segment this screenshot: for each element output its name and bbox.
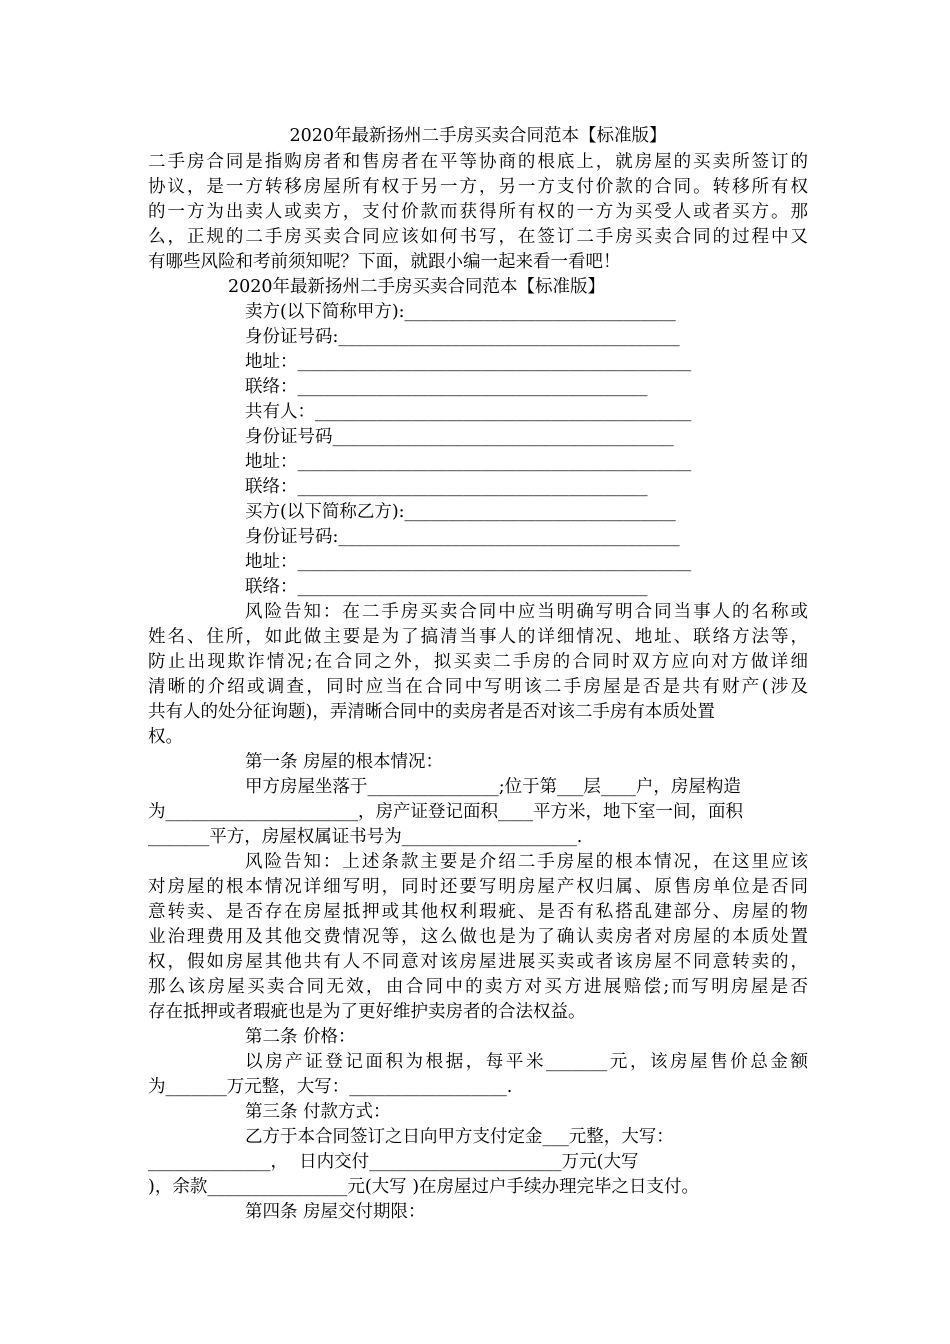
risk-notice-1-line: 清晰的介绍或调查，同时应当在合同中写明该二手房屋是否是共有财产(涉及 [148, 677, 808, 697]
buyer-contact-field: 联络：________________________________________ [245, 577, 648, 597]
risk-notice-2-line: 对房屋的根本情况详细写明，同时还要写明房屋产权归属、原售房单位是否同 [148, 877, 808, 897]
seller-id-field: 身份证号码:_______________________________________ [245, 327, 680, 347]
risk-notice-2-line: 那么该房屋买卖合同无效，由合同中的卖方对买方进展赔偿;而写明房屋是否 [148, 977, 808, 997]
article-1-line: 甲方房屋坐落于_______________;位于第___层____户，房屋构造 [245, 777, 741, 797]
intro-line: 二手房合同是指购房者和售房者在平等协商的根底上，就房屋的买卖所签订的 [148, 152, 808, 172]
risk-notice-1-line: 姓名、住所，如此做主要是为了搞清当事人的详细情况、地址、联络方法等， [148, 627, 808, 647]
seller-address-field: 地址：_____________________________________________ [245, 352, 692, 372]
article-3-line: 乙方于本合同签订之日向甲方支付定金___元整，大写： [245, 1127, 674, 1147]
article-1-line: _______平方，房屋权属证书号为____________________. [148, 827, 583, 847]
article-3-line: )，余款________________元(大写 )在房屋过户手续办理完毕之日支付。 [148, 1177, 700, 1197]
co-owner-id-field: 身份证号码_______________________________________ [245, 427, 674, 447]
risk-notice-2-line: 存在抵押或者瑕疵也是为了更好维护卖房者的合法权益。 [148, 1002, 586, 1022]
co-owner-contact-field: 联络：________________________________________ [245, 477, 648, 497]
risk-notice-2-line: 业治理费用及其他交费情况等，这么做也是为了确认卖房者对房屋的本质处置 [148, 927, 808, 947]
intro-line: 协议，是一方转移房屋所有权于另一方，另一方支付价款的合同。转移所有权 [148, 177, 808, 197]
intro-line: 么，正规的二手房买卖合同应该如何书写，在签订二手房买卖合同的过程中又 [148, 227, 808, 247]
risk-notice-1-line: 共有人的处分征询题)，弄清晰合同中的卖房者是否对该二手房有本质处置 [148, 702, 715, 722]
article-4-heading: 第四条 房屋交付期限： [245, 1202, 426, 1222]
article-1-heading: 第一条 房屋的根本情况： [245, 752, 444, 772]
contract-subtitle: 2020年最新扬州二手房买卖合同范本【标准版】 [228, 277, 606, 297]
risk-notice-1-line: 风险告知：在二手房买卖合同中应当明确写明合同当事人的名称或 [245, 602, 808, 622]
buyer-name-field: 买方(以下简称乙方):_______________________________ [245, 502, 676, 522]
seller-name-field: 卖方(以下简称甲方):_______________________________ [245, 302, 676, 322]
document-title: 2020年最新扬州二手房买卖合同范本【标准版】 [289, 126, 667, 146]
risk-notice-2-line: 权，假如房屋其他共有人不同意对该房屋进展买卖或者该房屋不同意转卖的， [148, 952, 808, 972]
article-2-line: 以房产证登记面积为根据，每平米_______元，该房屋售价总金额 [245, 1052, 808, 1072]
intro-line: 有哪些风险和考前须知呢？下面，就跟小编一起来看一看吧！ [148, 252, 621, 272]
article-3-heading: 第三条 付款方式： [245, 1102, 391, 1122]
risk-notice-2-line: 风险告知：上述条款主要是介绍二手房屋的根本情况，在这里应该 [245, 852, 808, 872]
article-1-line: 为______________________，房产证登记面积____平方米，地下室一间，面积 [148, 802, 743, 822]
seller-contact-field: 联络：________________________________________ [245, 377, 648, 397]
risk-notice-2-line: 意转卖、是否存在房屋抵押或其他权利瑕疵、是否有私搭乱建部分、房屋的物 [148, 902, 808, 922]
article-2-line: 为_______万元整，大写：__________________. [148, 1077, 513, 1097]
buyer-id-field: 身份证号码:_______________________________________ [245, 527, 680, 547]
co-owner-address-field: 地址：_____________________________________________ [245, 452, 692, 472]
article-2-heading: 第二条 价格： [245, 1027, 356, 1047]
buyer-address-field: 地址：_____________________________________________ [245, 552, 692, 572]
risk-notice-1-line: 防止出现欺诈情况;在合同之外，拟买卖二手房的合同时双方应向对方做详细 [148, 652, 808, 672]
risk-notice-1-line: 权。 [148, 727, 183, 747]
co-owner-field: 共有人：___________________________________________ [245, 402, 692, 422]
intro-line: 的一方为出卖人或卖方，支付价款而获得所有权的一方为买受人或者买方。那 [148, 202, 808, 222]
article-3-line: ______________， 日内交付______________________万元(大写 [148, 1152, 639, 1172]
